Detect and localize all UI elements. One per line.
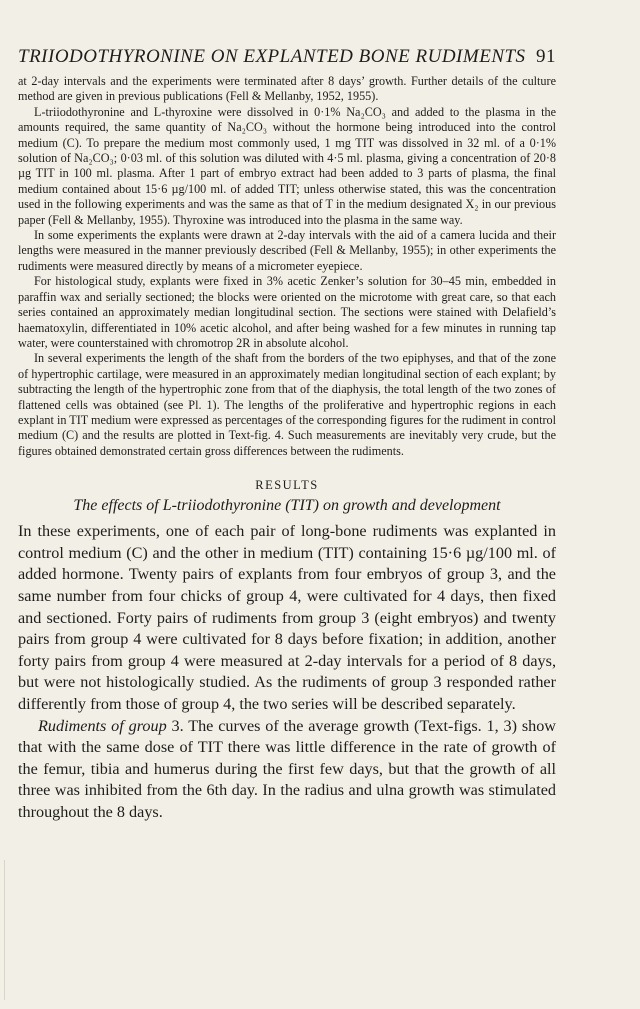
results-paragraph-1: In these experiments, one of each pair of long-bone rudiments was explanted in control medium (C) and the other in medium (TIT) containing 15·6 µg/100 ml. of added hormone. Twenty pairs of explants from four embryos of group 3, and the same number from four chicks of group 4, were cultivated for 4 days, then fixed and sectioned. Forty pairs of rudiments from group 3 (eight embryos) and twenty pairs from group 4 were cultivated for 8 days before fixation; in addition, another forty pairs from group 4 were measured at 2-day intervals for a period of 8 days, but were not histologically studied. As the rudiments of group 3 responded rather differently from those of group 4, the two series will be described separately. [18, 522, 556, 713]
group-3-lead-number: 3. [171, 716, 184, 735]
methods-paragraph-3: In some experiments the explants were drawn at 2-day intervals with the aid of a camera lucida and their lengths were measured in the manner previously described (Fell & Mellanby, 1955); in other experiments the rudiments were measured directly by means of a micrometer eyepiece. [18, 228, 556, 273]
results-heading: RESULTS [255, 478, 319, 493]
results-section [18, 521, 556, 823]
methods-paragraph-2: L-triiodothyronine and L-thyroxine were dissolved in 0·1% Na₂CO₃ and added to the plasma in the amounts required, the same quantity of Na₂CO₃ without the hormone being introduced into the control medium (C). To prepare the medium most commonly used, 1 mg TIT was dissolved in 32 ml. of a 0·1% solution of Na₂CO₃; 0·03 ml. of this solution was diluted with 4·5 ml. plasma, giving a concentration of 20·8 µg TIT in 100 ml. plasma. After 1 part of embryo extract had been added to 3 parts of plasma, the final medium contained about 15·6 µg/100 ml. of added TIT; unless otherwise stated, this was the concentration used in the following experiments and was the same as that of T in the medium designated X₂ in our previous paper (Fell & Mellanby, 1955). Thyroxine was introduced into the plasma in the same way. [18, 104, 556, 227]
methods-section [18, 74, 556, 459]
results-paragraph-2 [18, 716, 556, 824]
page-number: 91 [536, 46, 556, 67]
methods-paragraph-1: at 2-day intervals and the experiments were terminated after 8 days’ growth. Further details of the culture method are given in previous publications (Fell & Mellanby, 1952, 1955). [18, 74, 556, 104]
methods-paragraph-4: For histological study, explants were fixed in 3% acetic Zenker’s solution for 30–45 min, embedded in paraffin wax and serially sectioned; the blocks were oriented on the microtome with great care, so that each series contained an approximately median longitudinal section. The sections were stained with Delafield’s haematoxylin, differentiated in 10% acetic alcohol, and after being washed for a few minutes in running tap water, were counterstained with chromotrop 2R in absolute alcohol. [18, 274, 556, 350]
group-3-lead: Rudiments of group [38, 716, 167, 735]
results-subheading: The effects of L-triiodothyronine (TIT) on growth and development [73, 497, 501, 515]
running-title: TRIIODOTHYRONINE ON EXPLANTED BONE RUDIMENTS [18, 46, 526, 67]
margin-line [4, 860, 5, 1000]
group-3-body: The curves of the average growth (Text-figs. 1, 3) show that with the same dose of TIT there was little difference in the rate of growth of the femur, tibia and humerus during the first few days, but that the growth of all three was inhibited from the 6th day. In the radius and ulna growth was stimulated throughout the 8 days. [18, 716, 556, 821]
running-head [18, 46, 556, 68]
page [18, 46, 556, 823]
methods-paragraph-5: In several experiments the length of the shaft from the borders of the two epiphyses, and that of the zone of hypertrophic cartilage, were measured in an approximately median longitudinal section of each explant; by subtracting the length of the hypertrophic zone from that of the diaphysis, the total length of the two zones of flattened cells was obtained (see Pl. 1). The lengths of the proliferative and hypertrophic regions in each explant in TIT medium were expressed as percentages of the corresponding figures for the rudiment in control medium (C) and the results are plotted in Text-fig. 4. Such measurements are inevitably very crude, but the figures obtained demonstrated certain gross differences between the rudiments. [18, 351, 556, 458]
